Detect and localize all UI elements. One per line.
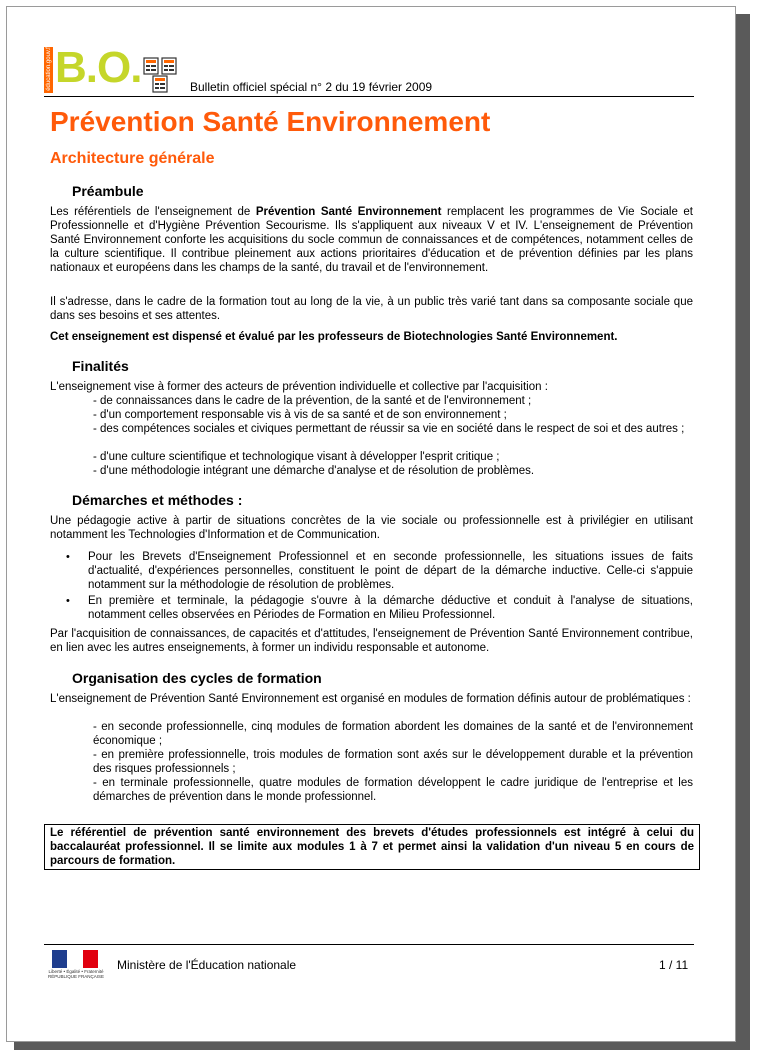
bulletin-documents-icon <box>143 57 179 93</box>
organisation-intro: L'enseignement de Prévention Santé Environnement est organisé en modules de formation définis autour de problématiques : <box>50 693 691 705</box>
notice-box: Le référentiel de prévention santé environnement des brevets d'études professionnels est intégré à celui du baccalauréat professionnel. Il se limite aux modules 1 à 7 et permet ainsi la validation d'un niveau 5 en cours de parcours de formation. <box>44 824 700 870</box>
demarches-bullet: Pour les Brevets d'Enseignement Professionnel et en seconde professionnelle, les situations issues de faits d'actualité, d'expériences personnelles, constituent le point de départ de la démarche inductive. Celle-ci s'appuie notamment sur la méthodologie de résolution de problèmes. <box>88 551 693 591</box>
list-item: - d'un comportement responsable vis à vis de sa santé et de son environnement ; <box>93 409 507 421</box>
section-heading-demarches: Démarches et méthodes : <box>72 492 243 508</box>
bullet-icon: • <box>66 551 70 563</box>
list-item: - en première professionnelle, trois modules de formation sont axés sur le développement durable et la prévention des risques professionnels ; <box>93 749 693 775</box>
list-item: - d'une culture scientifique et technologique visant à développer l'esprit critique ; <box>93 451 500 463</box>
section-heading-preambule: Préambule <box>72 183 144 199</box>
bullet-icon: • <box>66 595 70 607</box>
ministry-name: Ministère de l'Éducation nationale <box>117 958 297 972</box>
list-item: - des compétences sociales et civiques permettant de réussir sa vie en société dans le respect de soi et des autres ; <box>93 423 685 435</box>
finalites-intro: L'enseignement vise à former des acteurs de prévention individuelle et collective par l'acquisition : <box>50 381 548 393</box>
section-heading-finalites: Finalités <box>72 358 129 374</box>
bo-side-text: éducation.gouv.fr <box>46 45 52 91</box>
preambule-paragraph-2: Il s'adresse, dans le cadre de la formation tout au long de la vie, à un public très varié tant dans sa composante sociale que dans ses besoins et ses attentes. <box>50 296 693 322</box>
list-item: - en terminale professionnelle, quatre modules de formation développent le cadre juridique de l'entreprise et les démarches de prévention dans le monde professionnel. <box>93 777 693 803</box>
document-subtitle: Architecture générale <box>50 150 215 167</box>
republic-flag-icon <box>52 950 98 968</box>
preambule-paragraph-1 <box>50 205 693 275</box>
bulletin-header-title: Bulletin officiel spécial n° 2 du 19 février 2009 <box>190 80 433 94</box>
list-item: - d'une méthodologie intégrant une démarche d'analyse et de résolution de problèmes. <box>93 465 535 477</box>
preambule-p1-bold: Prévention Santé Environnement <box>255 206 442 218</box>
section-heading-organisation: Organisation des cycles de formation <box>72 670 322 686</box>
demarches-outro: Par l'acquisition de connaissances, de capacités et d'attitudes, l'enseignement de Prévention Santé Environnement contribue, en lien avec les autres enseignements, à former un individu responsable et autonome. <box>50 628 693 654</box>
preambule-paragraph-3: Cet enseignement est dispensé et évalué par les professeurs de Biotechnologies Santé Environnement. <box>50 331 618 343</box>
list-item: - de connaissances dans le cadre de la prévention, de la santé et de l'environnement ; <box>93 395 532 407</box>
bo-side-band <box>44 47 53 93</box>
demarches-intro: Une pédagogie active à partir de situations concrètes de la vie sociale ou professionnelle est à privilégier en utilisant notamment les Technologies d'Information et de Communication. <box>50 515 693 541</box>
preambule-p1-end: remplacent les programmes de Vie Sociale et Professionnelle et d'Hygiène Prévention Secourisme. Ils s'appliquent aux niveaux V et IV. L'enseignement de Prévention Santé Environnement conforte les acquisitions du socle commun de connaissances et de compétences, notamment celles de la culture scientifique. Il contribue pleinement aux actions prioritaires d'éducation et de prévention définies par les plans nationaux et européens dans les champs de la santé, du travail et de l'environnement. <box>50 206 694 274</box>
document-title: Prévention Santé Environnement <box>50 106 491 137</box>
demarches-bullet: En première et terminale, la pédagogie s'ouvre à la démarche déductive et conduit à l'analyse de situations, notamment celles observées en Périodes de Formation en Milieu Professionnel. <box>88 595 693 621</box>
bo-logo: B.O. <box>55 43 142 92</box>
footer-divider <box>44 944 694 945</box>
header-divider <box>44 96 694 97</box>
republic-motto: Liberté • Égalité • Fraternité RÉPUBLIQUE FRANÇAISE <box>48 969 105 979</box>
preambule-p1-start: Les référentiels de l'enseignement de <box>50 206 256 218</box>
page-number: 1 / 11 <box>659 958 689 972</box>
list-item: - en seconde professionnelle, cinq modules de formation abordent les domaines de la santé et de l'environnement économique ; <box>93 721 693 747</box>
